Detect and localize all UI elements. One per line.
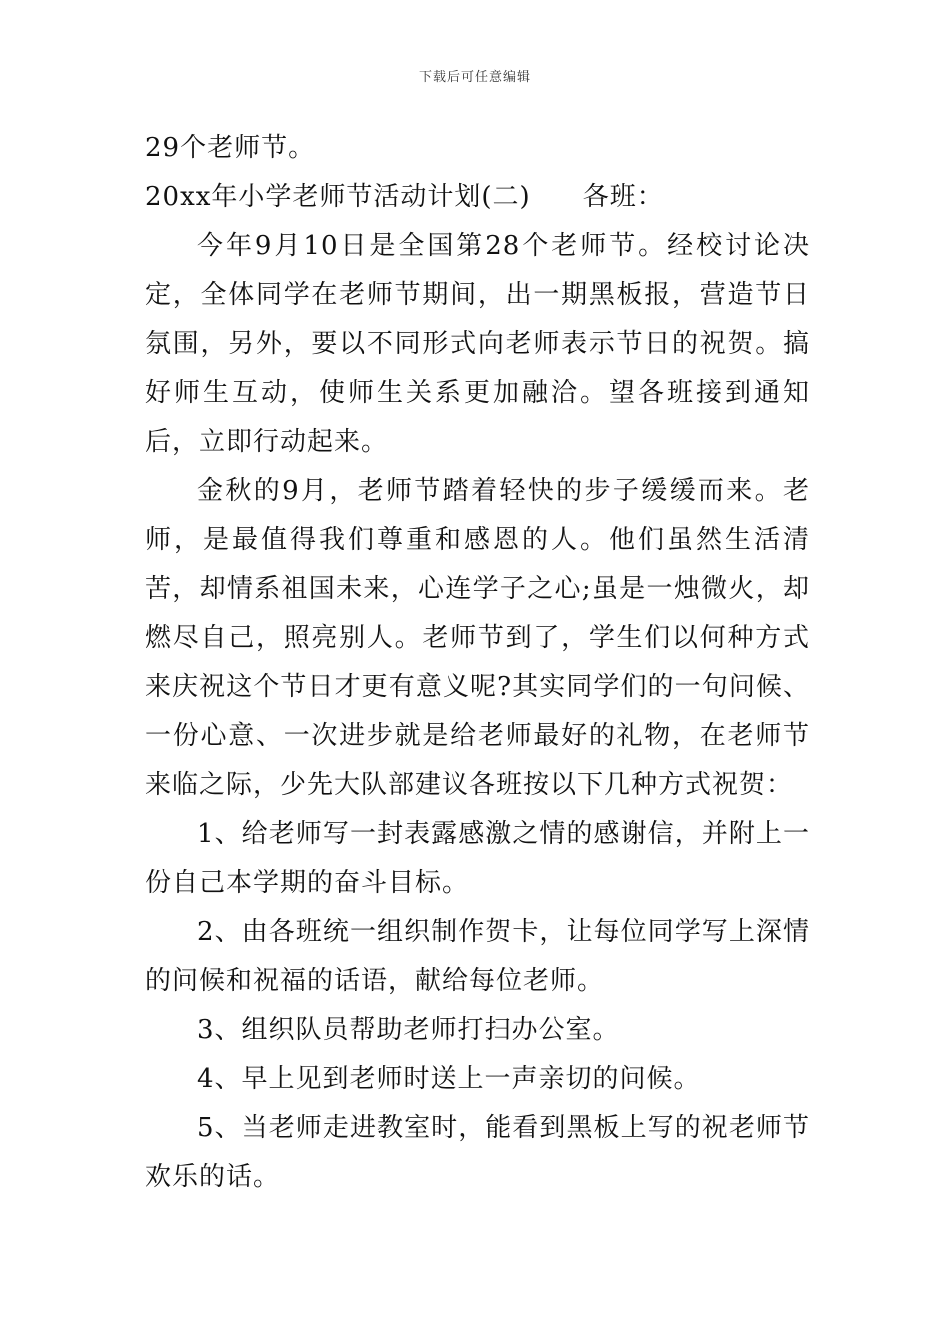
continuation-line: 29个老师节。 [145, 133, 316, 163]
list-item-5: 5、当老师走进教室时，能看到黑板上写的祝老师节欢乐的话。 [145, 1113, 810, 1192]
list-item-4: 4、早上见到老师时送上一声亲切的问候。 [197, 1064, 701, 1094]
paragraph-autumn: 金秋的9月，老师节踏着轻快的步子缓缓而来。老师，是最值得我们尊重和感恩的人。他们虽然生活清苦，却情系祖国未来，心连学子之心;虽是一烛微火，却燃尽自己，照亮别人。老师节到了，学生们以何种方式来庆祝这个节日才更有意义呢?其实同学们的一句问候、一份心意、一次进步就是给老师最好的礼物，在老师节来临之际，少先大队部建议各班按以下几种方式祝贺： [145, 476, 810, 800]
document-body [145, 124, 810, 1202]
list-item-3: 3、组织队员帮助老师打扫办公室。 [197, 1015, 620, 1045]
list-item-1: 1、给老师写一封表露感激之情的感谢信，并附上一份自己本学期的奋斗目标。 [145, 819, 810, 898]
list-item-2: 2、由各班统一组织制作贺卡，让每位同学写上深情的问候和祝福的话语，献给每位老师。 [145, 917, 810, 996]
section-title: 20xx年小学老师节活动计划(二) [145, 182, 531, 212]
salutation: 各班： [582, 182, 664, 212]
section-title-line [145, 173, 810, 222]
paragraph-intro: 今年9月10日是全国第28个老师节。经校讨论决定，全体同学在老师节期间，出一期黑板报，营造节日氛围，另外，要以不同形式向老师表示节日的祝贺。搞好师生互动，使师生关系更加融洽。望各班接到通知后，立即行动起来。 [145, 231, 810, 457]
page-header-note: 下载后可任意编辑 [418, 70, 531, 85]
